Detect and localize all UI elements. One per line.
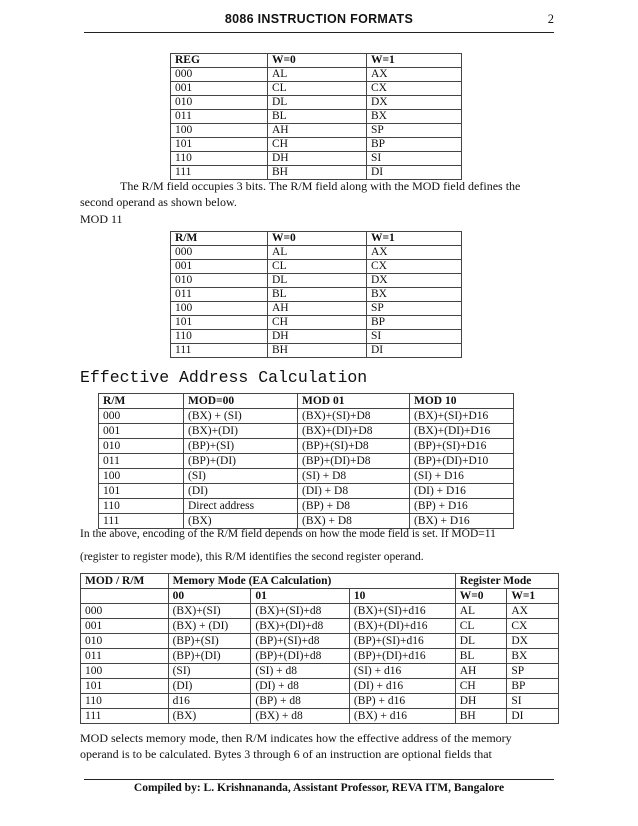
- table-row: [99, 439, 514, 454]
- table-cell: (BP)+(SI)+d16: [349, 634, 455, 649]
- column-header: W=0: [455, 589, 507, 604]
- table-cell: DX: [367, 274, 462, 288]
- column-header: Memory Mode (EA Calculation): [168, 574, 455, 589]
- table-cell: DL: [268, 274, 367, 288]
- table-cell: AX: [367, 68, 462, 82]
- table-cell: SP: [367, 302, 462, 316]
- table-cell: d16: [168, 694, 251, 709]
- column-header: MOD 01: [298, 394, 410, 409]
- table-cell: (BX)+(SI)+D8: [298, 409, 410, 424]
- header-divider: [84, 32, 554, 33]
- table-header-row: [171, 232, 462, 246]
- table-cell: SI: [507, 694, 559, 709]
- table-row: [99, 469, 514, 484]
- mod-label: MOD 11: [80, 212, 123, 226]
- column-header: 01: [251, 589, 349, 604]
- table-row: [81, 634, 559, 649]
- table-header-row: [171, 54, 462, 68]
- table-cell: CH: [455, 679, 507, 694]
- table-header-row: [81, 574, 559, 589]
- table-cell: (BX)+(SI)+d16: [349, 604, 455, 619]
- table-cell: 011: [171, 110, 268, 124]
- table-row: [81, 679, 559, 694]
- table-row: [171, 110, 462, 124]
- table-cell: (BX)+(SI): [168, 604, 251, 619]
- table-cell: AL: [455, 604, 507, 619]
- table-row: [81, 649, 559, 664]
- table-cell: 110: [81, 694, 169, 709]
- table-cell: 111: [171, 344, 268, 358]
- column-header: MOD / R/M: [81, 574, 169, 589]
- table-cell: 110: [171, 152, 268, 166]
- table-cell: (BP)+(SI)+D16: [410, 439, 514, 454]
- footer-divider: [84, 779, 554, 780]
- table-row: [171, 152, 462, 166]
- mod-rm-table: [80, 573, 559, 724]
- column-header: Register Mode: [455, 574, 558, 589]
- table-cell: 100: [171, 124, 268, 138]
- table-cell: AX: [507, 604, 559, 619]
- table-row: [171, 344, 462, 358]
- table-cell: (DI) + D8: [298, 484, 410, 499]
- table-cell: 000: [171, 68, 268, 82]
- table-cell: AH: [455, 664, 507, 679]
- table-cell: 101: [171, 138, 268, 152]
- table-cell: (BX)+(DI)+d8: [251, 619, 349, 634]
- table-cell: DI: [367, 166, 462, 180]
- table-cell: BX: [507, 649, 559, 664]
- table-cell: BH: [268, 344, 367, 358]
- table-cell: 111: [171, 166, 268, 180]
- table-cell: DI: [367, 344, 462, 358]
- table-cell: (BX): [184, 514, 298, 529]
- table-cell: (SI) + d16: [349, 664, 455, 679]
- table-cell: CL: [268, 82, 367, 96]
- table-cell: (BP) + D8: [298, 499, 410, 514]
- column-header: W=0: [268, 232, 367, 246]
- table-cell: (BP) + d16: [349, 694, 455, 709]
- table-cell: (BX)+(DI): [184, 424, 298, 439]
- table-cell: BL: [455, 649, 507, 664]
- column-header: W=1: [507, 589, 559, 604]
- table-cell: 001: [99, 424, 184, 439]
- table-cell: BX: [367, 288, 462, 302]
- table-cell: (DI) + d16: [349, 679, 455, 694]
- table-cell: CL: [268, 260, 367, 274]
- table-row: [171, 288, 462, 302]
- table-cell: (BP)+(DI)+d16: [349, 649, 455, 664]
- table-subheader-row: [81, 589, 559, 604]
- table-cell: AX: [367, 246, 462, 260]
- table-cell: (DI): [184, 484, 298, 499]
- table-cell: 001: [81, 619, 169, 634]
- table-cell: (BX) + d16: [349, 709, 455, 724]
- table-cell: DI: [507, 709, 559, 724]
- table-cell: (BX)+(DI)+D16: [410, 424, 514, 439]
- table-cell: CL: [455, 619, 507, 634]
- column-header: REG: [171, 54, 268, 68]
- paragraph-line: second operand as shown below.: [80, 195, 237, 209]
- table-cell: AH: [268, 124, 367, 138]
- table-cell: (BX) + (DI): [168, 619, 251, 634]
- table-cell: DH: [455, 694, 507, 709]
- table-cell: 010: [99, 439, 184, 454]
- table-row: [81, 619, 559, 634]
- table-cell: (BP)+(DI): [168, 649, 251, 664]
- paragraph-line: MOD selects memory mode, then R/M indicates how the effective address of the memory: [80, 731, 512, 745]
- table-cell: (BX)+(SI)+D16: [410, 409, 514, 424]
- table-cell: (BP)+(DI)+D8: [298, 454, 410, 469]
- table-cell: (BX) + D8: [298, 514, 410, 529]
- table-cell: 011: [99, 454, 184, 469]
- table-cell: DH: [268, 330, 367, 344]
- table-cell: 011: [171, 288, 268, 302]
- effective-address-table: [98, 393, 514, 529]
- table-cell: 010: [81, 634, 169, 649]
- table-cell: BH: [268, 166, 367, 180]
- table-row: [99, 484, 514, 499]
- table-row: [81, 664, 559, 679]
- table-cell: (BX) + (SI): [184, 409, 298, 424]
- table-cell: 010: [171, 96, 268, 110]
- paragraph-line: The R/M field occupies 3 bits. The R/M field along with the MOD field defines the: [120, 179, 521, 193]
- table-cell: SP: [367, 124, 462, 138]
- table-cell: BH: [455, 709, 507, 724]
- table-cell: (BX) + D16: [410, 514, 514, 529]
- table-cell: (BX) + d8: [251, 709, 349, 724]
- table-cell: (BX)+(DI)+D8: [298, 424, 410, 439]
- column-header: W=1: [367, 54, 462, 68]
- reg-table: [170, 53, 462, 180]
- table-cell: CH: [268, 138, 367, 152]
- table-cell: DL: [268, 96, 367, 110]
- table-row: [171, 82, 462, 96]
- table-cell: SP: [507, 664, 559, 679]
- column-header: R/M: [99, 394, 184, 409]
- table-cell: 101: [171, 316, 268, 330]
- table-cell: (BP)+(SI): [168, 634, 251, 649]
- table-row: [171, 302, 462, 316]
- table-cell: (BP)+(SI)+D8: [298, 439, 410, 454]
- table-cell: DL: [455, 634, 507, 649]
- table-row: [171, 330, 462, 344]
- section-heading: Effective Address Calculation: [80, 368, 368, 387]
- table-row: [99, 424, 514, 439]
- table-cell: CX: [367, 82, 462, 96]
- table-row: [99, 409, 514, 424]
- table-cell: 001: [171, 260, 268, 274]
- table-cell: BP: [367, 138, 462, 152]
- table-cell: AL: [268, 246, 367, 260]
- table-cell: 001: [171, 82, 268, 96]
- table-row: [171, 138, 462, 152]
- table-row: [81, 694, 559, 709]
- table-cell: 000: [171, 246, 268, 260]
- table-row: [171, 260, 462, 274]
- table-cell: AH: [268, 302, 367, 316]
- table-row: [81, 709, 559, 724]
- table-cell: BP: [367, 316, 462, 330]
- table-cell: 011: [81, 649, 169, 664]
- table-cell: (DI) + D16: [410, 484, 514, 499]
- table-cell: (SI): [168, 664, 251, 679]
- table-cell: Direct address: [184, 499, 298, 514]
- table-row: [171, 316, 462, 330]
- table-cell: DH: [268, 152, 367, 166]
- table-cell: 101: [99, 484, 184, 499]
- table-cell: CX: [507, 619, 559, 634]
- table-cell: SI: [367, 330, 462, 344]
- table-row: [171, 274, 462, 288]
- table-cell: 000: [99, 409, 184, 424]
- table-cell: SI: [367, 152, 462, 166]
- column-header: 10: [349, 589, 455, 604]
- table-cell: 111: [81, 709, 169, 724]
- table-cell: 100: [171, 302, 268, 316]
- table-row: [81, 604, 559, 619]
- page-header-title: 8086 INSTRUCTION FORMATS: [224, 12, 414, 26]
- table-cell: 010: [171, 274, 268, 288]
- column-header: MOD 10: [410, 394, 514, 409]
- table-row: [99, 454, 514, 469]
- table-cell: 000: [81, 604, 169, 619]
- column-header: [81, 589, 169, 604]
- paragraph-line: (register to register mode), this R/M identifies the second register operand.: [80, 551, 424, 563]
- table-cell: DX: [507, 634, 559, 649]
- table-row: [171, 124, 462, 138]
- table-cell: (BP)+(DI)+d8: [251, 649, 349, 664]
- table-cell: CH: [268, 316, 367, 330]
- page-footer: Compiled by: L. Krishnananda, Assistant Professor, REVA ITM, Bangalore: [133, 782, 505, 794]
- table-cell: (BP) + D16: [410, 499, 514, 514]
- table-cell: (DI): [168, 679, 251, 694]
- table-cell: (BP)+(SI)+d8: [251, 634, 349, 649]
- table-cell: AL: [268, 68, 367, 82]
- table-cell: (BX): [168, 709, 251, 724]
- table-cell: (BP)+(DI)+D10: [410, 454, 514, 469]
- table-header-row: [99, 394, 514, 409]
- table-cell: (BX)+(DI)+d16: [349, 619, 455, 634]
- table-cell: (SI): [184, 469, 298, 484]
- table-cell: 100: [99, 469, 184, 484]
- table-row: [171, 68, 462, 82]
- table-cell: 101: [81, 679, 169, 694]
- table-cell: (BX)+(SI)+d8: [251, 604, 349, 619]
- table-cell: BL: [268, 288, 367, 302]
- table-row: [171, 96, 462, 110]
- table-cell: BL: [268, 110, 367, 124]
- column-header: W=1: [367, 232, 462, 246]
- table-cell: 100: [81, 664, 169, 679]
- table-cell: (BP)+(SI): [184, 439, 298, 454]
- table-cell: (BP) + d8: [251, 694, 349, 709]
- table-cell: 111: [99, 514, 184, 529]
- column-header: R/M: [171, 232, 268, 246]
- page-number: 2: [547, 12, 554, 26]
- paragraph-line: In the above, encoding of the R/M field depends on how the mode field is set. If MOD=11: [80, 528, 496, 540]
- table-cell: (SI) + D8: [298, 469, 410, 484]
- table-cell: (SI) + d8: [251, 664, 349, 679]
- rm-table: [170, 231, 462, 358]
- table-cell: (DI) + d8: [251, 679, 349, 694]
- table-cell: BX: [367, 110, 462, 124]
- table-cell: (SI) + D16: [410, 469, 514, 484]
- table-cell: DX: [367, 96, 462, 110]
- table-row: [171, 246, 462, 260]
- table-cell: BP: [507, 679, 559, 694]
- table-cell: (BP)+(DI): [184, 454, 298, 469]
- column-header: W=0: [268, 54, 367, 68]
- table-cell: CX: [367, 260, 462, 274]
- column-header: MOD=00: [184, 394, 298, 409]
- table-row: [99, 499, 514, 514]
- table-cell: 110: [171, 330, 268, 344]
- paragraph-line: operand is to be calculated. Bytes 3 through 6 of an instruction are optional fields that: [80, 747, 492, 761]
- column-header: 00: [168, 589, 251, 604]
- table-cell: 110: [99, 499, 184, 514]
